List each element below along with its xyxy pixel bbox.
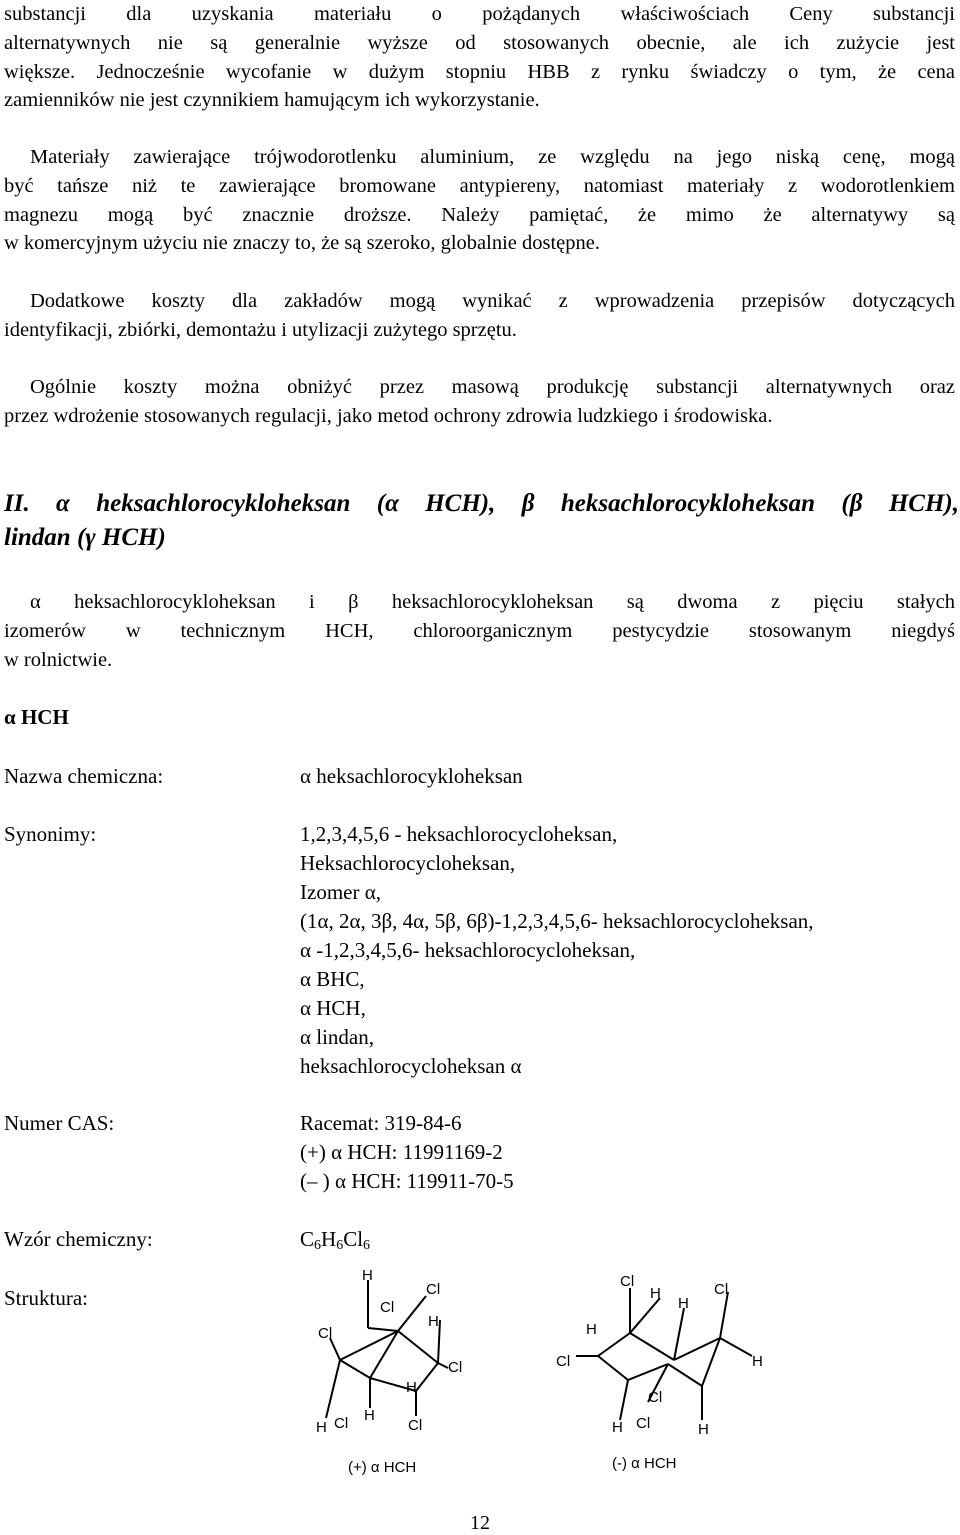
synonym-item: α HCH, — [300, 996, 366, 1020]
synonyms-list — [300, 820, 814, 1081]
chemical-name-label: Nazwa chemiczna: — [4, 764, 164, 788]
text-line: w rolnictwie. — [4, 648, 113, 671]
text-line: magnezu mogą być znacznie droższe. Należy pamiętać, że mimo że alternatywy są — [4, 203, 955, 226]
substituent-bond — [398, 1296, 426, 1331]
synonym-item: α BHC, — [300, 967, 365, 991]
synonym-item: α lindan, — [300, 1025, 374, 1049]
atom-label: Cl — [636, 1415, 651, 1432]
text-line: Ogólnie koszty można obniżyć przez masową produkcję substancji alternatywnych oraz — [30, 376, 955, 398]
cas-list — [300, 1109, 514, 1196]
ring-bond — [598, 1356, 628, 1380]
ring-bond — [630, 1333, 674, 1360]
heading-line: lindan (γ HCH) — [4, 524, 166, 551]
atom-label: H — [428, 1313, 439, 1330]
page-number: 12 — [470, 1512, 490, 1534]
atom-label: H — [406, 1379, 417, 1396]
text-line: alternatywnych nie są generalnie wyższe od stosowanych obecnie, ale ich zużycie jest — [4, 31, 955, 54]
chemical-name-value: α heksachlorocykloheksan — [300, 764, 523, 788]
atom-label: Cl — [448, 1359, 463, 1376]
atom-label: H — [362, 1268, 373, 1284]
formula-element: H — [321, 1227, 337, 1251]
synonym-item: heksachlorocycloheksan α — [300, 1054, 522, 1078]
formula-subscript: 6 — [336, 1238, 344, 1253]
cas-item: Racemat: 319-84-6 — [300, 1111, 462, 1135]
atom-label: Cl — [380, 1299, 395, 1316]
chemical-formula — [300, 1225, 370, 1260]
text-line: w komercyjnym użyciu nie znaczy to, że są szeroko, globalnie dostępne. — [4, 232, 601, 255]
formula-element: Cl — [343, 1227, 364, 1251]
text-line: być tańsze niż te zawierające bromowane antypiereny, natomiast materiały z wodorotlenkiem — [4, 174, 955, 197]
paragraph-materials — [4, 143, 955, 258]
substituent-bond — [674, 1308, 684, 1360]
heading-line: II. α heksachlorocykloheksan (α HCH), β heksachlorocykloheksan (β HCH), — [4, 490, 959, 517]
synonyms-label: Synonimy: — [4, 822, 97, 846]
alpha-hch-subheading: α HCH — [4, 705, 69, 729]
paragraph-hch-intro — [4, 588, 955, 674]
atom-label: Cl — [318, 1325, 333, 1342]
ring-bond — [398, 1331, 438, 1363]
atom-label: Cl — [556, 1353, 571, 1370]
text-line: identyfikacji, zbiórki, demontażu i utylizacji zużytego sprzętu. — [4, 318, 517, 341]
substituent-bond — [326, 1360, 340, 1418]
synonym-item: Heksachlorocycloheksan, — [300, 851, 516, 875]
structure-label: Struktura: — [4, 1286, 88, 1310]
structure-caption: (+) α HCH — [348, 1459, 417, 1476]
atom-label: H — [364, 1407, 375, 1424]
formula-label: Wzór chemiczny: — [4, 1227, 153, 1251]
ring-bond — [628, 1364, 668, 1380]
substituent-bond — [720, 1292, 728, 1338]
substituent-bond — [438, 1363, 448, 1368]
substituent-bond — [368, 1328, 398, 1331]
atom-label: H — [678, 1295, 689, 1312]
paragraph-general-costs — [4, 373, 955, 431]
atom-label: H — [316, 1419, 327, 1436]
text-line: Dodatkowe koszty dla zakładów mogą wynikać z wprowadzenia przepisów dotyczących — [30, 290, 955, 312]
paragraph-additional-costs — [4, 287, 955, 345]
synonym-item: Izomer α, — [300, 880, 381, 904]
section-heading — [4, 487, 959, 555]
atom-label: H — [698, 1421, 709, 1438]
text-line: zamienników nie jest czynnikiem hamującym ich wykorzystanie. — [4, 89, 540, 112]
formula-subscript: 6 — [363, 1238, 371, 1253]
atom-label: H — [752, 1353, 763, 1370]
structure-caption: (-) α HCH — [612, 1455, 677, 1472]
cas-item: (– ) α HCH: 119911-70-5 — [300, 1169, 514, 1193]
atom-label: H — [650, 1285, 661, 1302]
text-line: substancji dla uzyskania materiału o pożądanych właściwościach Ceny substancji — [4, 3, 955, 25]
text-line: Materiały zawierające trójwodorotlenku aluminium, ze względu na jego niską cenę, mogą — [30, 146, 955, 168]
atom-label: Cl — [334, 1415, 349, 1432]
text-line: α heksachlorocykloheksan i β heksachlorocykloheksan są dwoma z pięciu stałych — [30, 591, 955, 613]
formula-subscript: 6 — [314, 1238, 322, 1253]
cas-label: Numer CAS: — [4, 1111, 115, 1135]
text-line: przez wdrożenie stosowanych regulacji, jako metod ochrony zdrowia ludzkiego i środowiska. — [4, 404, 773, 427]
ring-bond — [340, 1360, 370, 1378]
text-line: większe. Jednocześnie wycofanie w dużym stopniu HBB z rynku świadczy o tym, że cena — [4, 60, 955, 83]
formula-element: C — [300, 1227, 315, 1251]
text-line: izomerów w technicznym HCH, chloroorganicznym pestycydzie stosowanym niegdyś — [4, 619, 955, 642]
synonym-item: 1,2,3,4,5,6 - heksachlorocycloheksan, — [300, 822, 618, 846]
cas-item: (+) α HCH: 11991169-2 — [300, 1140, 503, 1164]
structure-minus-alpha-hch — [556, 1268, 776, 1485]
atom-label: Cl — [648, 1389, 663, 1406]
ring-bond — [416, 1363, 438, 1391]
atom-label: Cl — [620, 1273, 635, 1290]
synonym-item: α -1,2,3,4,5,6- heksachlorocycloheksan, — [300, 938, 636, 962]
substituent-bond — [630, 1298, 660, 1333]
chair-structure-diagram — [556, 1268, 776, 1480]
atom-label: H — [612, 1419, 623, 1436]
structure-plus-alpha-hch — [288, 1268, 468, 1485]
chair-structure-diagram — [288, 1268, 468, 1480]
synonym-item: (1α, 2α, 3β, 4α, 5β, 6β)-1,2,3,4,5,6- heksachlorocycloheksan, — [300, 909, 814, 933]
atom-label: H — [586, 1321, 597, 1338]
substituent-bond — [620, 1380, 628, 1420]
atom-label: Cl — [408, 1417, 423, 1434]
substituent-bond — [720, 1338, 752, 1356]
ring-bond — [668, 1364, 702, 1386]
atom-label: Cl — [426, 1281, 441, 1298]
paragraph-costs-intro — [4, 0, 955, 115]
ring-bond — [598, 1333, 630, 1356]
atom-label: Cl — [714, 1281, 729, 1298]
